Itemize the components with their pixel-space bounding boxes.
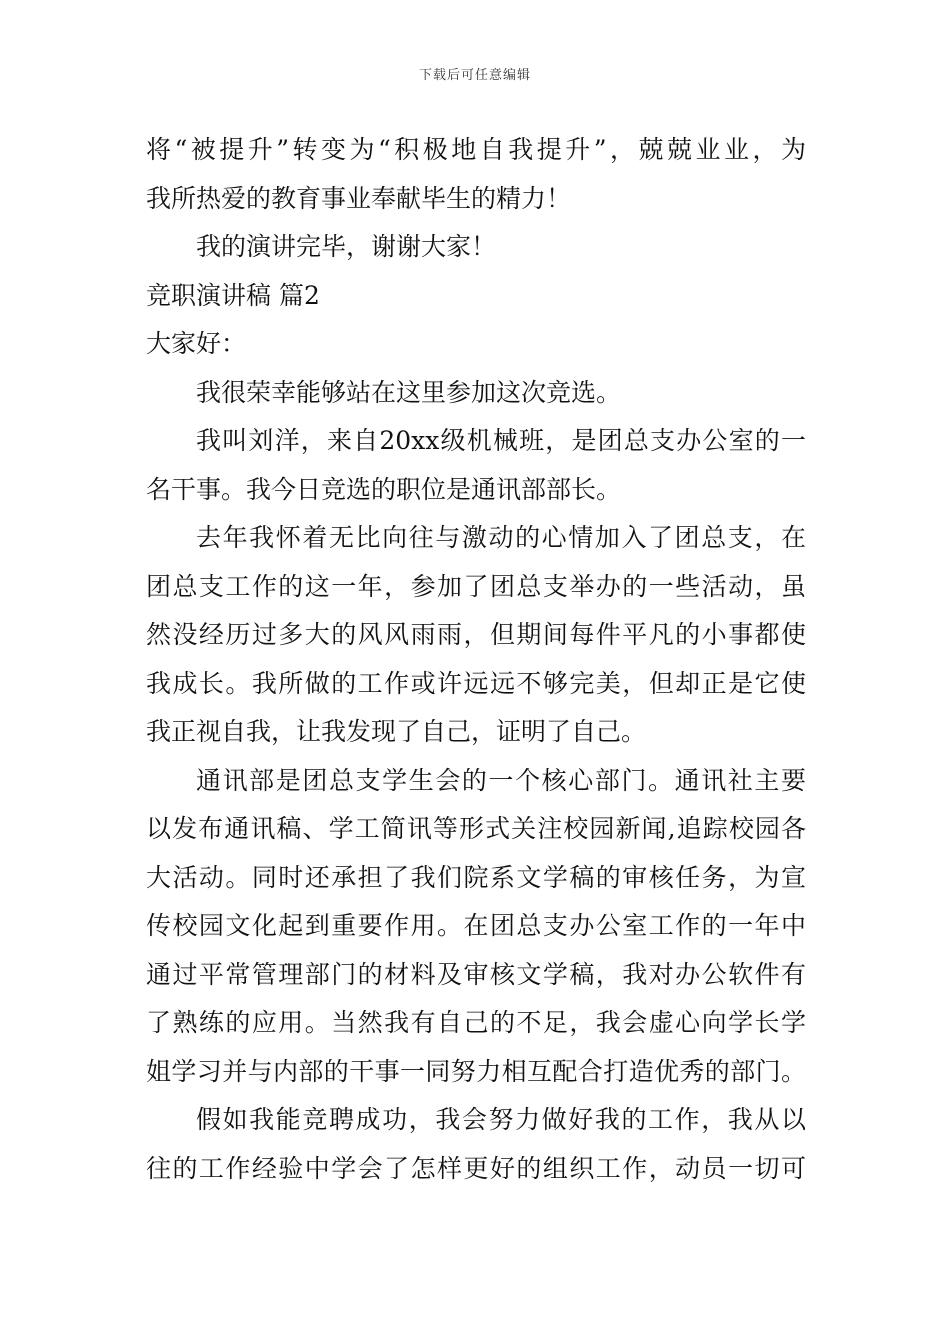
text-line: 大家好： xyxy=(146,329,247,358)
text-line: 传校园文化起到重要作用。在团总支办公室工作的一年中 xyxy=(146,911,806,940)
text-line: 我的演讲完毕，谢谢大家！ xyxy=(196,232,497,261)
text-line: 然没经历过多大的风风雨雨，但期间每件平凡的小事都使 xyxy=(146,620,806,649)
text-line: 了熟练的应用。当然我有自己的不足，我会虚心向学长学 xyxy=(146,1008,806,1037)
text-line: 通讯部是团总支学生会的一个核心部门。通讯社主要 xyxy=(196,765,806,795)
text-line: 我叫刘洋，来自20xx级机械班，是团总支办公室的一 xyxy=(196,426,806,455)
text-line: 姐学习并与内部的干事一同努力相互配合打造优秀的部门。 xyxy=(146,1056,806,1086)
text-line: 大活动。同时还承担了我们院系文学稿的审核任务，为宣 xyxy=(146,862,806,892)
text-line: 去年我怀着无比向往与激动的心情加入了团总支，在 xyxy=(196,523,806,552)
text-line: 我成长。我所做的工作或许远远不够完美，但却正是它使 xyxy=(146,668,806,698)
text-line: 我正视自我，让我发现了自己，证明了自己。 xyxy=(146,717,647,746)
text-line: 团总支工作的这一年，参加了团总支举办的一些活动，虽 xyxy=(146,571,806,601)
text-line: 名干事。我今日竞选的职位是通讯部部长。 xyxy=(146,474,622,504)
text-line: 竞职演讲稿 篇2 xyxy=(146,280,320,310)
text-line: 通过平常管理部门的材料及审核文学稿，我对办公软件有 xyxy=(146,959,806,989)
text-line: 往的工作经验中学会了怎样更好的组织工作，动员一切可 xyxy=(146,1153,806,1183)
text-line: 以发布通讯稿、学工简讯等形式关注校园新闻,追踪校园各 xyxy=(146,814,806,843)
text-line: 我很荣幸能够站在这里参加这次竞选。 xyxy=(196,377,622,407)
text-line: 我所热爱的教育事业奉献毕生的精力！ xyxy=(146,183,572,213)
text-line: 将“被提升”转变为“积极地自我提升”，兢兢业业，为 xyxy=(146,135,806,164)
text-line: 假如我能竞聘成功，我会努力做好我的工作，我从以 xyxy=(196,1105,806,1134)
page-header: 下载后可任意编辑 xyxy=(418,68,531,83)
document-body xyxy=(146,126,806,1193)
